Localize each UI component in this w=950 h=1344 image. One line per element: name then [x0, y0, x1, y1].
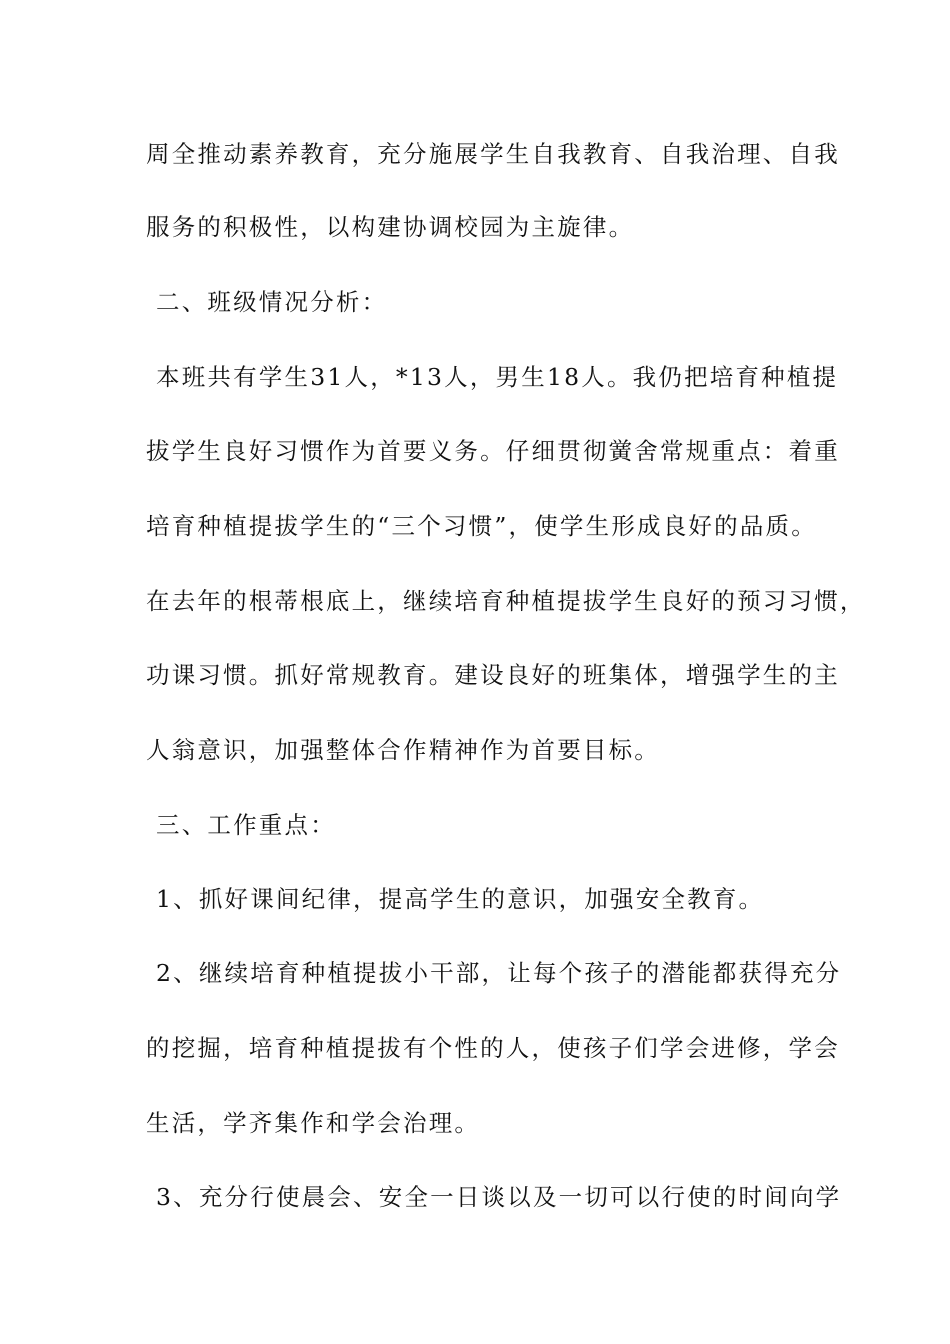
body-text-line: 周全推动素养教育，充分施展学生自我教育、自我治理、自我	[146, 140, 840, 168]
body-text-line: 拔学生良好习惯作为首要义务。仔细贯彻黉舍常规重点：着重	[146, 437, 840, 465]
section-heading: 三、工作重点：	[156, 811, 336, 839]
body-text-line: 在去年的根蒂根底上，继续培育种植提拔学生良好的预习习惯，	[146, 587, 866, 615]
section-heading: 二、班级情况分析：	[156, 288, 388, 316]
body-text-line: 本班共有学生31人，*13人，男生18人。我仍把培育种植提	[156, 363, 839, 391]
body-text-line: 人翁意识，加强整体合作精神作为首要目标。	[146, 736, 660, 764]
list-item: 2、继续培育种植提拔小干部，让每个孩子的潜能都获得充分	[156, 959, 842, 987]
body-text-line: 功课习惯。抓好常规教育。建设良好的班集体，增强学生的主	[146, 661, 840, 689]
list-item: 1、抓好课间纪律，提高学生的意识，加强安全教育。	[156, 885, 765, 913]
body-text-line: 服务的积极性，以构建协调校园为主旋律。	[146, 213, 635, 241]
body-text-line: 培育种植提拔学生的“三个习惯”，使学生形成良好的品质。	[146, 512, 817, 540]
body-text-line: 生活，学齐集作和学会治理。	[146, 1109, 481, 1137]
list-item: 3、充分行使晨会、安全一日谈以及一切可以行使的时间向学	[156, 1183, 842, 1211]
body-text-line: 的挖掘，培育种植提拔有个性的人，使孩子们学会进修，学会	[146, 1034, 840, 1062]
